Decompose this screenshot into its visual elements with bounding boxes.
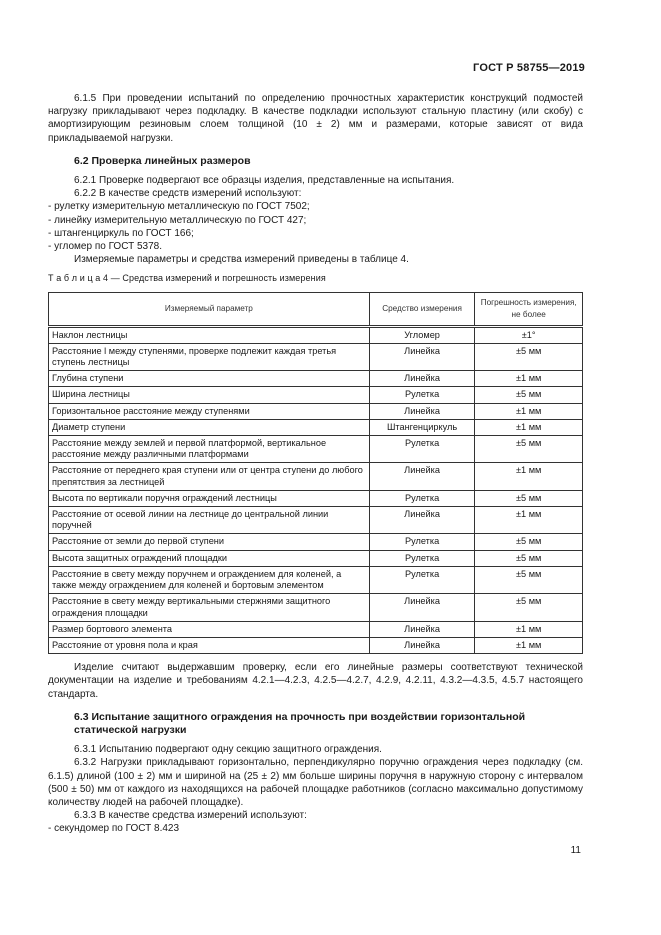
instrument-cell: Линейка (369, 507, 475, 534)
list-item: - линейку измерительную металлическую по ГОСТ 427; (48, 214, 307, 226)
instrument-cell: Линейка (369, 621, 475, 637)
table-caption: Т а б л и ц а 4 — Средства измерений и погрешность измерения (48, 273, 326, 284)
table-row (49, 594, 583, 621)
section-6-2-lines (48, 174, 583, 266)
error-cell: ±1° (475, 326, 583, 343)
paragraph-6-3-3: 6.3.3 В качестве средства измерений используют: (74, 810, 307, 822)
parameter-cell: Расстояние от земли до первой ступени (49, 534, 370, 550)
parameter-cell: Расстояние между землей и первой платформой, вертикальное расстояние между различными платформами (49, 436, 370, 463)
parameter-cell: Высота защитных ограждений площадки (49, 550, 370, 566)
standard-header: ГОСТ Р 58755—2019 (473, 62, 585, 74)
instrument-cell: Линейка (369, 343, 475, 370)
instrument-cell: Линейка (369, 594, 475, 621)
parameter-cell: Диаметр ступени (49, 419, 370, 435)
table-row (49, 550, 583, 566)
error-cell: ±1 мм (475, 621, 583, 637)
list-item: - штангенциркуль по ГОСТ 166; (48, 227, 194, 239)
instrument-cell: Линейка (369, 403, 475, 419)
error-cell: ±1 мм (475, 463, 583, 490)
paragraph-6-3-2: 6.3.2 Нагрузки прикладывают горизонтально, перпендикулярно поручню ограждения через подкладку (см. 6.1.5) длиной (100 ± 2) мм и шириной на (25 ± 2) мм больше ширины поручня в наружную сторону с интервалом (500 ± 50) мм от каждого из находящихся на рабочей площадке работников (согласно максимально допустимому количеству людей на рабочей площадке). (48, 757, 583, 808)
parameter-cell: Расстояние в свету между вертикальными стержнями защитного ограждения площадки (49, 594, 370, 621)
table-header-cell: Погрешность измерения, не более (475, 292, 583, 326)
table-row (49, 419, 583, 435)
error-cell: ±5 мм (475, 594, 583, 621)
paragraph-6-1-5: 6.1.5 При проведении испытаний по определению прочностных характеристик конструкций подмостей нагрузку прикладывают через подкладку. В качестве подкладки используют стальную пластину (или скобу) с амортизирующим резиновым слоем толщиной (10 ± 2) мм и размерами, которые зависят от вида прикладываемой нагрузки. (48, 93, 583, 144)
table-row (49, 343, 583, 370)
table-header-row (49, 292, 583, 326)
parameter-cell: Расстояние от осевой линии на лестнице до центральной линии поручней (49, 507, 370, 534)
text-line: Измеряемые параметры и средства измерений приведены в таблице 4. (74, 254, 409, 266)
instrument-cell: Линейка (369, 637, 475, 653)
error-cell: ±5 мм (475, 343, 583, 370)
error-cell: ±5 мм (475, 550, 583, 566)
instrument-cell: Рулетка (369, 387, 475, 403)
table-row (49, 463, 583, 490)
error-cell: ±1 мм (475, 637, 583, 653)
section-heading-6-2: 6.2 Проверка линейных размеров (74, 154, 251, 167)
paragraph-6-3-1: 6.3.1 Испытанию подвергают одну секцию защитного ограждения. (74, 744, 382, 756)
error-cell: ±5 мм (475, 490, 583, 506)
table-row (49, 621, 583, 637)
list-item: - угломер по ГОСТ 5378. (48, 241, 163, 253)
error-cell: ±1 мм (475, 419, 583, 435)
instrument-cell: Рулетка (369, 490, 475, 506)
error-cell: ±5 мм (475, 436, 583, 463)
instrument-cell: Рулетка (369, 550, 475, 566)
table-row (49, 534, 583, 550)
table-header-cell: Средство измерения (369, 292, 475, 326)
table-row (49, 387, 583, 403)
section-heading-6-3: 6.3 Испытание защитного ограждения на прочность при воздействии горизонтальной статической нагрузки (74, 710, 526, 736)
error-cell: ±1 мм (475, 371, 583, 387)
list-item: - секундомер по ГОСТ 8.423 (48, 823, 180, 835)
table-row (49, 490, 583, 506)
instrument-cell: Рулетка (369, 436, 475, 463)
error-cell: ±1 мм (475, 403, 583, 419)
parameter-cell: Расстояние l между ступенями, проверке подлежит каждая третья ступень лестницы (49, 343, 370, 370)
table-row (49, 371, 583, 387)
parameter-cell: Глубина ступени (49, 371, 370, 387)
table-header-cell: Измеряемый параметр (49, 292, 370, 326)
instrument-cell: Линейка (369, 371, 475, 387)
parameter-cell: Горизонтальное расстояние между ступенями (49, 403, 370, 419)
table-row (49, 403, 583, 419)
page-content (48, 92, 583, 836)
error-cell: ±1 мм (475, 507, 583, 534)
table-row (49, 436, 583, 463)
instrument-cell: Рулетка (369, 534, 475, 550)
instrument-cell: Угломер (369, 326, 475, 343)
table-row (49, 326, 583, 343)
parameter-cell: Наклон лестницы (49, 326, 370, 343)
parameter-cell: Размер бортового элемента (49, 621, 370, 637)
error-cell: ±5 мм (475, 566, 583, 593)
table-row (49, 507, 583, 534)
parameter-cell: Расстояние от уровня пола и края (49, 637, 370, 653)
table-row (49, 566, 583, 593)
instrument-cell: Штангенциркуль (369, 419, 475, 435)
error-cell: ±5 мм (475, 387, 583, 403)
table-row (49, 637, 583, 653)
measurement-table (48, 292, 583, 654)
page-number: 11 (570, 845, 581, 856)
text-line: 6.2.2 В качестве средств измерений используют: (74, 188, 302, 200)
list-item: - рулетку измерительную металлическую по ГОСТ 7502; (48, 201, 310, 213)
parameter-cell: Расстояние от переднего края ступени или от центра ступени до любого препятствия за лестницей (49, 463, 370, 490)
instrument-cell: Линейка (369, 463, 475, 490)
parameter-cell: Расстояние в свету между поручнем и ограждением для коленей, а также между ограждением для коленей и бортовым элементом (49, 566, 370, 593)
instrument-cell: Рулетка (369, 566, 475, 593)
parameter-cell: Высота по вертикали поручня ограждений лестницы (49, 490, 370, 506)
parameter-cell: Ширина лестницы (49, 387, 370, 403)
paragraph-after-table: Изделие считают выдержавшим проверку, если его линейные размеры соответствуют технической документации на изделие и требованиям 4.2.1—4.2.3, 4.2.5—4.2.7, 4.2.9, 4.2.11, 4.3.2—4.3.5, 4.5.7 настоящего стандарта. (48, 662, 583, 700)
text-line: 6.2.1 Проверке подвергают все образцы изделия, представленные на испытания. (74, 175, 455, 187)
error-cell: ±5 мм (475, 534, 583, 550)
